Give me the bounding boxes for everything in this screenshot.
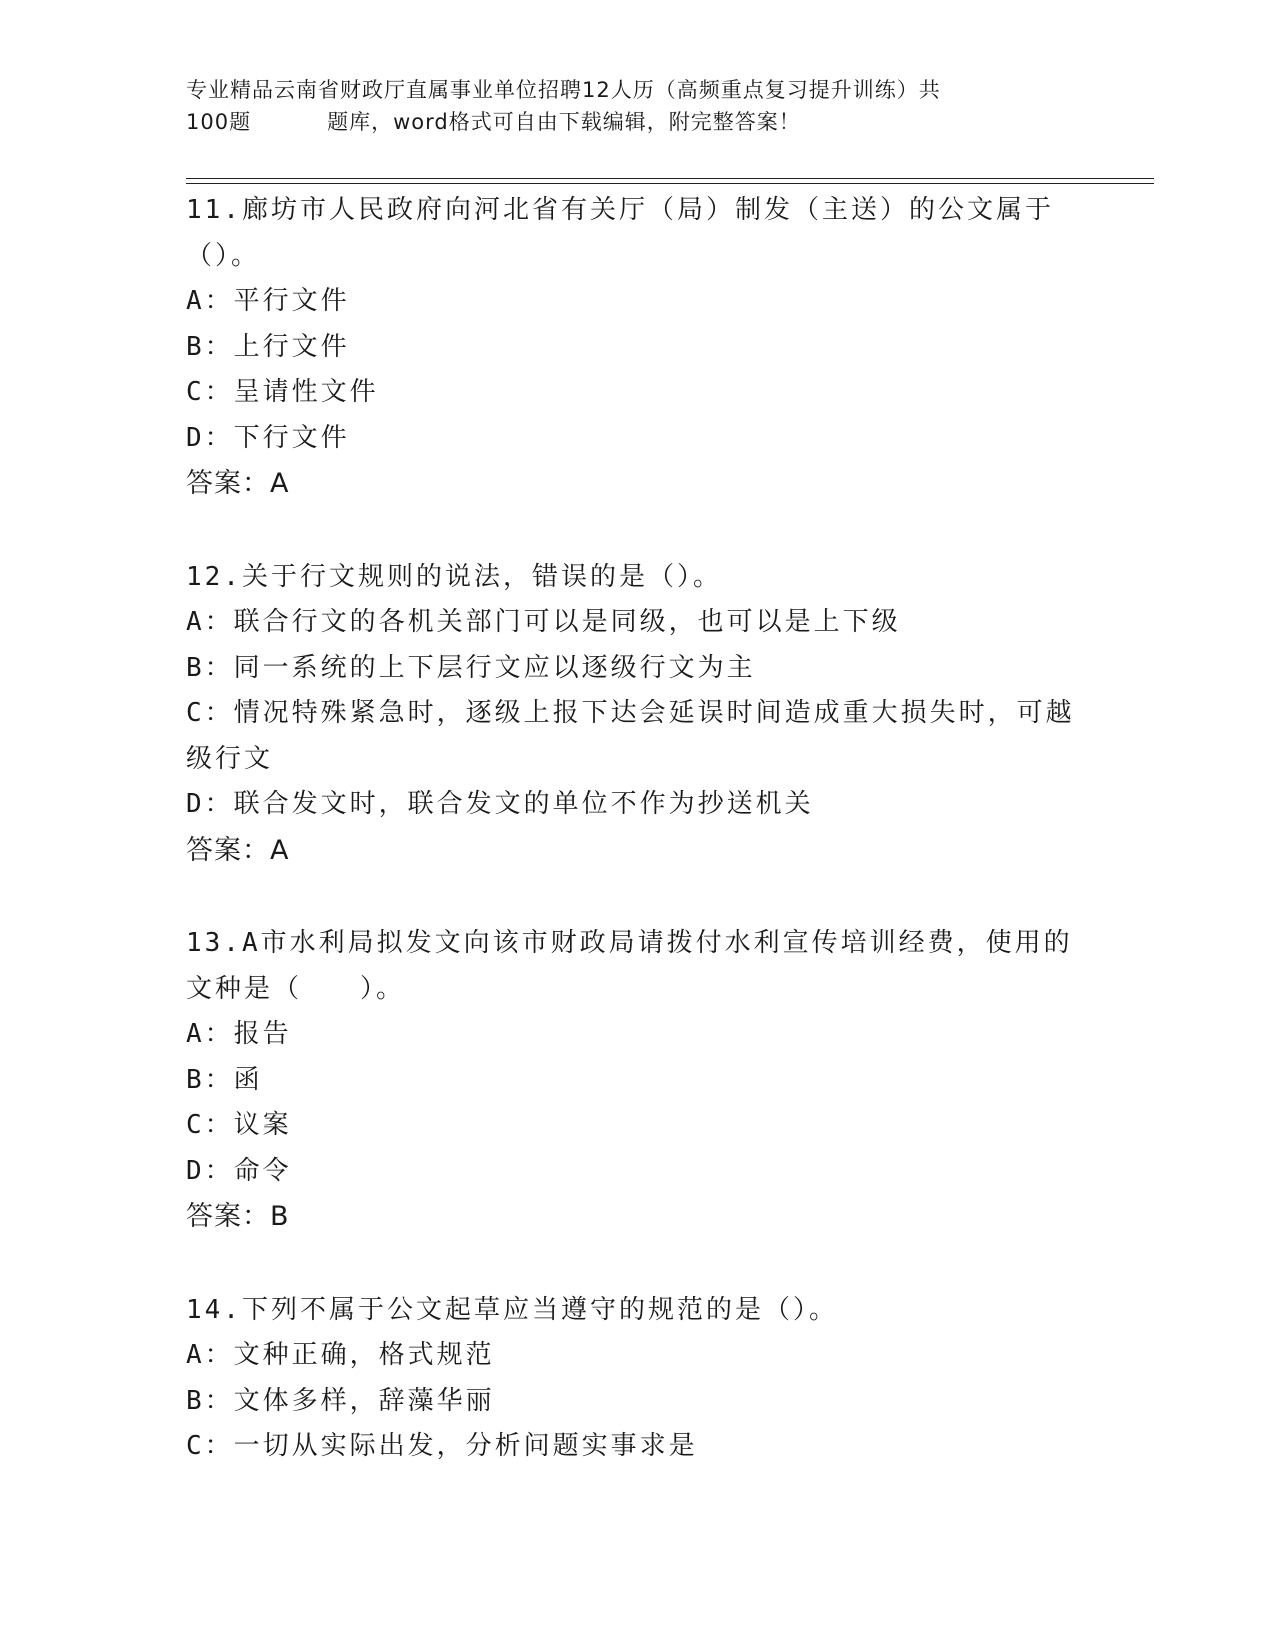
- header-subtitle: 题库，word格式可自由下载编辑，附完整答案！: [327, 110, 801, 134]
- answer-text: 答案：A: [186, 468, 290, 499]
- option-d: D：命令: [186, 1155, 292, 1186]
- option-b: B：文体多样，辞藻华丽: [186, 1385, 495, 1416]
- header-divider-bottom: [186, 183, 1154, 184]
- answer-text: 答案：B: [186, 1201, 290, 1232]
- option-c: C：议案: [186, 1110, 292, 1140]
- question-list: [186, 188, 1086, 1518]
- header-count: 100题: [186, 110, 252, 134]
- question-text: 13.A市水利局拟发文向该市财政局请拨付水利宣传培训经费，使用的文种是（ ）。: [186, 928, 1073, 1004]
- option-a: A：文种正确，格式规范: [186, 1340, 495, 1370]
- option-b: B：函: [186, 1064, 263, 1095]
- question-14: [186, 1288, 1086, 1470]
- option-a: A：联合行文的各机关部门可以是同级，也可以是上下级: [186, 607, 901, 637]
- question-text: 11.廊坊市人民政府向河北省有关厅（局）制发（主送）的公文属于（）。: [186, 195, 1054, 271]
- option-b: B：上行文件: [186, 331, 350, 362]
- question-12: [186, 555, 1086, 874]
- header-divider-top: [186, 178, 1154, 179]
- option-c: C：一切从实际出发，分析问题实事求是: [186, 1431, 698, 1461]
- answer-text: 答案：A: [186, 834, 290, 866]
- question-text: 12.关于行文规则的说法，错误的是（）。: [186, 561, 722, 592]
- header-title-line2: [186, 106, 1066, 138]
- question-13: [186, 921, 1086, 1240]
- option-c: C：情况特殊紧急时，逐级上报下达会延误时间造成重大损失时，可越级行文: [186, 698, 1075, 774]
- option-d: D：联合发文时，联合发文的单位不作为抄送机关: [186, 789, 814, 819]
- question-text: 14.下列不属于公文起草应当遵守的规范的是（）。: [186, 1294, 838, 1325]
- option-b: B：同一系统的上下层行文应以逐级行文为主: [186, 652, 756, 683]
- option-c: C：呈请性文件: [186, 377, 379, 407]
- header-title-line1: 专业精品云南省财政厅直属事业单位招聘12人历（高频重点复习提升训练）共: [186, 78, 941, 102]
- question-11: [186, 188, 1086, 507]
- option-a: A：平行文件: [186, 286, 350, 316]
- option-d: D：下行文件: [186, 422, 350, 453]
- option-a: A：报告: [186, 1019, 292, 1049]
- document-header: [186, 74, 1066, 138]
